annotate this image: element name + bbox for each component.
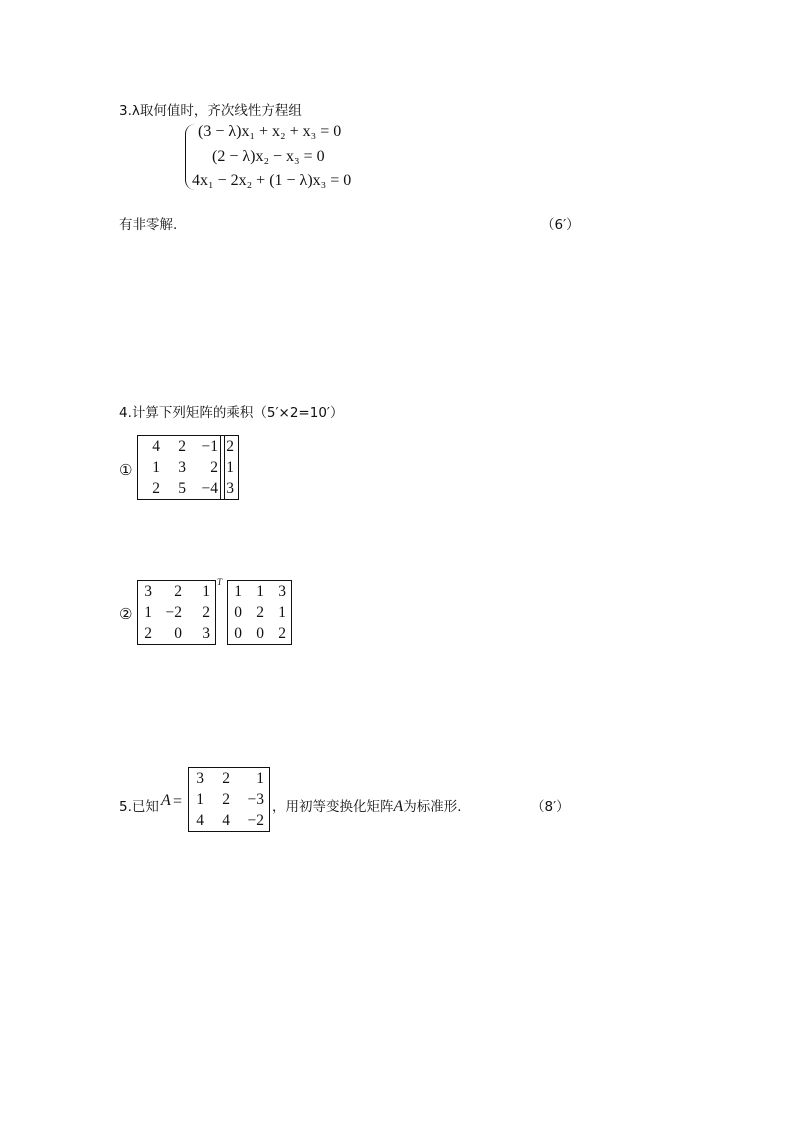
q5-suffix: ，用初等变换化矩阵A为标准形. bbox=[272, 798, 462, 815]
matrix-cell: 5 bbox=[178, 480, 186, 497]
matrix-cell: 0 bbox=[256, 625, 264, 642]
matrix-cell: 2 bbox=[178, 438, 186, 455]
matrix-cell: 4 bbox=[196, 812, 204, 829]
matrix-cell: 2 bbox=[256, 604, 264, 621]
matrix-cell: 1 bbox=[226, 459, 234, 476]
matrix-cell: 3 bbox=[202, 625, 210, 642]
q4-part2-matrix-b bbox=[227, 580, 292, 645]
q5-prefix: 5.已知 bbox=[119, 799, 159, 815]
matrix-cell: 1 bbox=[234, 583, 242, 600]
matrix-cell: 1 bbox=[144, 604, 152, 621]
q4-part1-matrix-a bbox=[137, 435, 225, 500]
matrix-cell: 3 bbox=[178, 459, 186, 476]
matrix-cell: 2 bbox=[174, 583, 182, 600]
matrix-cell: −3 bbox=[247, 791, 264, 808]
matrix-cell: 0 bbox=[234, 604, 242, 621]
q5-matrix bbox=[188, 767, 270, 832]
q4-part1-marker: ① bbox=[119, 461, 133, 479]
q4-part1-matrix-b bbox=[220, 435, 239, 500]
matrix-cell: 2 bbox=[226, 438, 234, 455]
matrix-cell: −2 bbox=[165, 604, 182, 621]
matrix-cell: 1 bbox=[152, 459, 160, 476]
matrix-cell: 0 bbox=[234, 625, 242, 642]
q5-equals: = bbox=[173, 793, 183, 810]
matrix-cell: −1 bbox=[201, 438, 218, 455]
matrix-cell: 4 bbox=[152, 438, 160, 455]
q3-equation-1: (3 − λ)x₁ + x₂ + x₃ = 0 bbox=[198, 123, 342, 140]
matrix-cell: 2 bbox=[210, 459, 218, 476]
matrix-cell: 3 bbox=[144, 583, 152, 600]
q4-part2-marker: ② bbox=[119, 605, 133, 623]
matrix-cell: 3 bbox=[196, 770, 204, 787]
q5-score: （8′） bbox=[531, 799, 570, 815]
matrix-cell: 2 bbox=[222, 791, 230, 808]
matrix-cell: 2 bbox=[202, 604, 210, 621]
matrix-cell: 1 bbox=[196, 791, 204, 808]
transpose-superscript: T bbox=[217, 577, 223, 587]
q3-tail-text: 有非零解. bbox=[119, 217, 178, 233]
matrix-cell: 1 bbox=[278, 604, 286, 621]
q4-title: 4.计算下列矩阵的乘积（5′×2=10′） bbox=[119, 405, 344, 421]
q4-part2-matrix-a bbox=[137, 580, 216, 645]
q3-score: （6′） bbox=[541, 217, 580, 233]
q3-equation-3: 4x₁ − 2x₂ + (1 − λ)x₃ = 0 bbox=[192, 172, 352, 189]
matrix-cell: 3 bbox=[226, 480, 234, 497]
matrix-cell: 1 bbox=[202, 583, 210, 600]
matrix-cell: 3 bbox=[278, 583, 286, 600]
matrix-cell: −4 bbox=[201, 480, 218, 497]
matrix-cell: −2 bbox=[247, 812, 264, 829]
q5-variable: A bbox=[161, 792, 171, 809]
q5-suffix-variable: A bbox=[393, 798, 404, 815]
matrix-cell: 2 bbox=[152, 480, 160, 497]
matrix-cell: 2 bbox=[144, 625, 152, 642]
matrix-cell: 0 bbox=[174, 625, 182, 642]
matrix-cell: 2 bbox=[278, 625, 286, 642]
matrix-cell: 2 bbox=[222, 770, 230, 787]
q3-title: 3.λ取何值时，齐次线性方程组 bbox=[119, 103, 302, 119]
matrix-cell: 4 bbox=[222, 812, 230, 829]
matrix-cell: 1 bbox=[256, 770, 264, 787]
matrix-cell: 1 bbox=[256, 583, 264, 600]
q3-equation-2: (2 − λ)x₂ − x₃ = 0 bbox=[212, 148, 325, 165]
